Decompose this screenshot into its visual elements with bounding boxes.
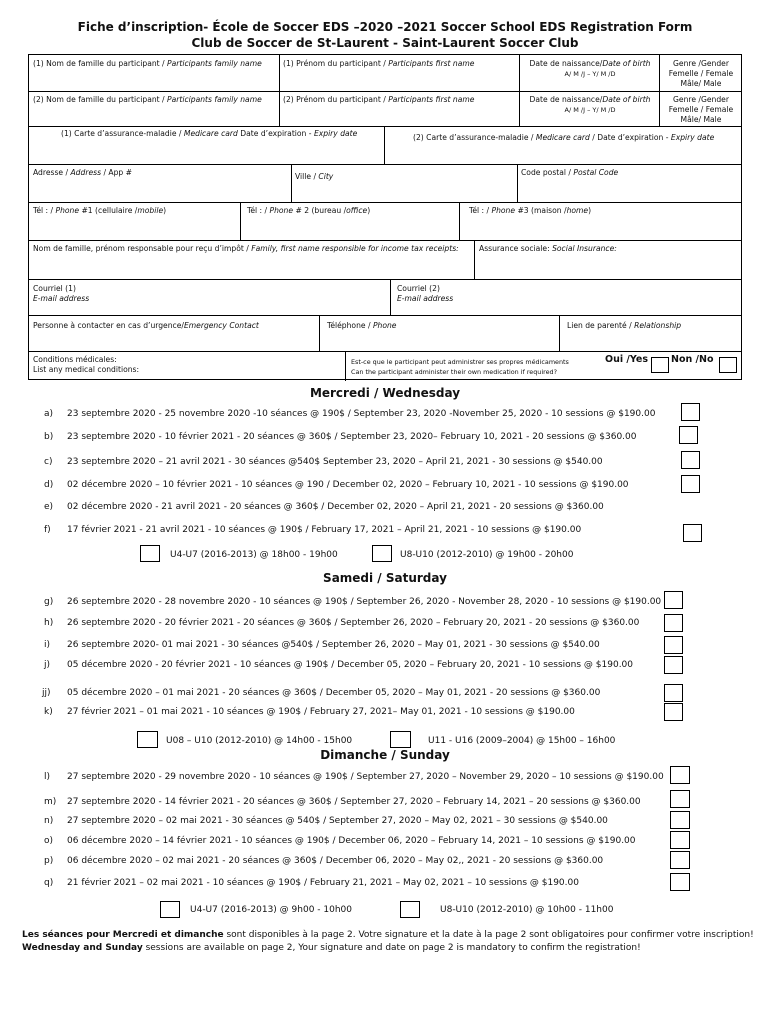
option-k-checkbox[interactable]	[664, 703, 683, 721]
phone1-field[interactable]: Tél : / Phone #1 (cellulaire /mobile)	[33, 206, 167, 215]
sunday-heading: Dimanche / Sunday	[320, 748, 450, 762]
footer-note-en: Wednesday and Sunday sessions are available on page 2, Your signature and date on page 2 is mandatory to confirm the registration!	[22, 943, 641, 953]
option-i-checkbox[interactable]	[664, 636, 683, 654]
medicare-card1-field[interactable]: (1) Carte d’assurance-maladie / Medicare card Date d’expiration - Expiry date	[61, 129, 358, 138]
sun-group2-checkbox[interactable]	[400, 901, 420, 918]
saturday-heading: Samedi / Saturday	[323, 571, 447, 585]
participant2-dob-field[interactable]: Date de naissance/Date of birth A/ M /J – Y/ M /D	[529, 95, 651, 114]
emergency-phone-field[interactable]: Téléphone / Phone	[327, 321, 397, 330]
phone3-field[interactable]: Tél : / Phone #3 (maison /home)	[469, 206, 592, 215]
option-l-checkbox[interactable]	[670, 766, 690, 784]
participant1-dob-field[interactable]: Date de naissance/Date of birth A/ M /J – Y/ M /D	[529, 59, 651, 78]
registration-form-table	[28, 54, 742, 380]
relationship-field[interactable]: Lien de parenté / Relationship	[567, 321, 682, 330]
participant2-gender-field[interactable]: Genre /Gender Femelle / Female Mâle/ Male	[668, 95, 734, 124]
sat-group1-label: U08 – U10 (2012-2010) @ 14h00 - 15h00	[166, 736, 353, 746]
sat-group1-checkbox[interactable]	[137, 731, 158, 748]
sat-group2-label: U11 - U16 (2009–2004) @ 15h00 – 16h00	[428, 736, 616, 746]
option-g-checkbox[interactable]	[664, 591, 683, 609]
email2-field[interactable]: Courriel (2) E-mail address	[397, 284, 454, 303]
option-a-checkbox[interactable]	[681, 403, 700, 421]
participant2-first-name-field[interactable]: (2) Prénom du participant / Participants first name	[283, 95, 475, 104]
option-p-checkbox[interactable]	[670, 851, 690, 869]
wed-group1-checkbox[interactable]	[140, 545, 160, 562]
wed-group1-label: U4-U7 (2016-2013) @ 18h00 - 19h00	[170, 550, 338, 560]
yes-checkbox[interactable]	[651, 357, 669, 373]
no-label: Non /No	[671, 354, 714, 365]
sat-group2-checkbox[interactable]	[390, 731, 411, 748]
option-f-checkbox[interactable]	[683, 524, 702, 542]
wed-group2-checkbox[interactable]	[372, 545, 392, 562]
no-checkbox[interactable]	[719, 357, 737, 373]
city-field[interactable]: Ville / City	[295, 172, 334, 181]
social-insurance-field[interactable]: Assurance sociale: Social Insurance:	[479, 244, 617, 253]
option-d-checkbox[interactable]	[681, 475, 700, 493]
participant1-family-name-field[interactable]: (1) Nom de famille du participant / Participants family name	[33, 59, 262, 68]
option-q-checkbox[interactable]	[670, 873, 690, 891]
sun-group1-label: U4-U7 (2016-2013) @ 9h00 - 10h00	[190, 905, 352, 915]
option-h-checkbox[interactable]	[664, 614, 683, 632]
wednesday-heading: Mercredi / Wednesday	[309, 386, 461, 400]
option-o-checkbox[interactable]	[670, 831, 690, 849]
form-title: Fiche d’inscription- École de Soccer EDS –2020 –2021 Soccer School EDS Registration Form	[77, 20, 693, 34]
email1-field[interactable]: Courriel (1) E-mail address	[33, 284, 90, 303]
sun-group1-checkbox[interactable]	[160, 901, 180, 918]
emergency-contact-field[interactable]: Personne à contacter en cas d’urgence/Emergency Contact	[33, 321, 259, 330]
option-c-checkbox[interactable]	[681, 451, 700, 469]
self-medication-question: Est-ce que le participant peut administrer ses propres médicaments Can the participant administer their own medication if required?	[351, 358, 569, 376]
option-b-checkbox[interactable]	[679, 426, 698, 444]
club-name: Club de Soccer de St-Laurent - Saint-Laurent Soccer Club	[191, 36, 579, 50]
participant1-gender-field[interactable]: Genre /Gender Femelle / Female Mâle/ Male	[668, 59, 734, 88]
phone2-field[interactable]: Tél : / Phone # 2 (bureau /office)	[247, 206, 371, 215]
tax-receipt-name-field[interactable]: Nom de famille, prénom responsable pour reçu d’impôt / Family, first name responsible for income tax receipts:	[33, 244, 459, 253]
yes-label: Oui /Yes	[605, 354, 648, 365]
option-n-checkbox[interactable]	[670, 811, 690, 829]
option-jj-checkbox[interactable]	[664, 684, 683, 702]
sun-group2-label: U8-U10 (2012-2010) @ 10h00 - 11h00	[440, 905, 614, 915]
participant2-family-name-field[interactable]: (2) Nom de famille du participant / Participants family name	[33, 95, 262, 104]
medicare-card2-field[interactable]: (2) Carte d’assurance-maladie / Medicare card / Date d’expiration - Expiry date	[413, 133, 715, 142]
medical-conditions-field[interactable]: Conditions médicales: List any medical conditions:	[33, 355, 140, 374]
wed-group2-label: U8-U10 (2012-2010) @ 19h00 - 20h00	[400, 550, 574, 560]
postal-code-field[interactable]: Code postal / Postal Code	[521, 168, 619, 177]
option-j-checkbox[interactable]	[664, 656, 683, 674]
participant1-first-name-field[interactable]: (1) Prénom du participant / Participants first name	[283, 59, 475, 68]
option-m-checkbox[interactable]	[670, 790, 690, 808]
address-field[interactable]: Adresse / Address / App #	[33, 168, 133, 177]
footer-note-fr: Les séances pour Mercredi et dimanche sont disponibles à la page 2. Votre signature et la date à la page 2 sont obligatoires pour confirmer votre inscription!	[22, 930, 754, 940]
